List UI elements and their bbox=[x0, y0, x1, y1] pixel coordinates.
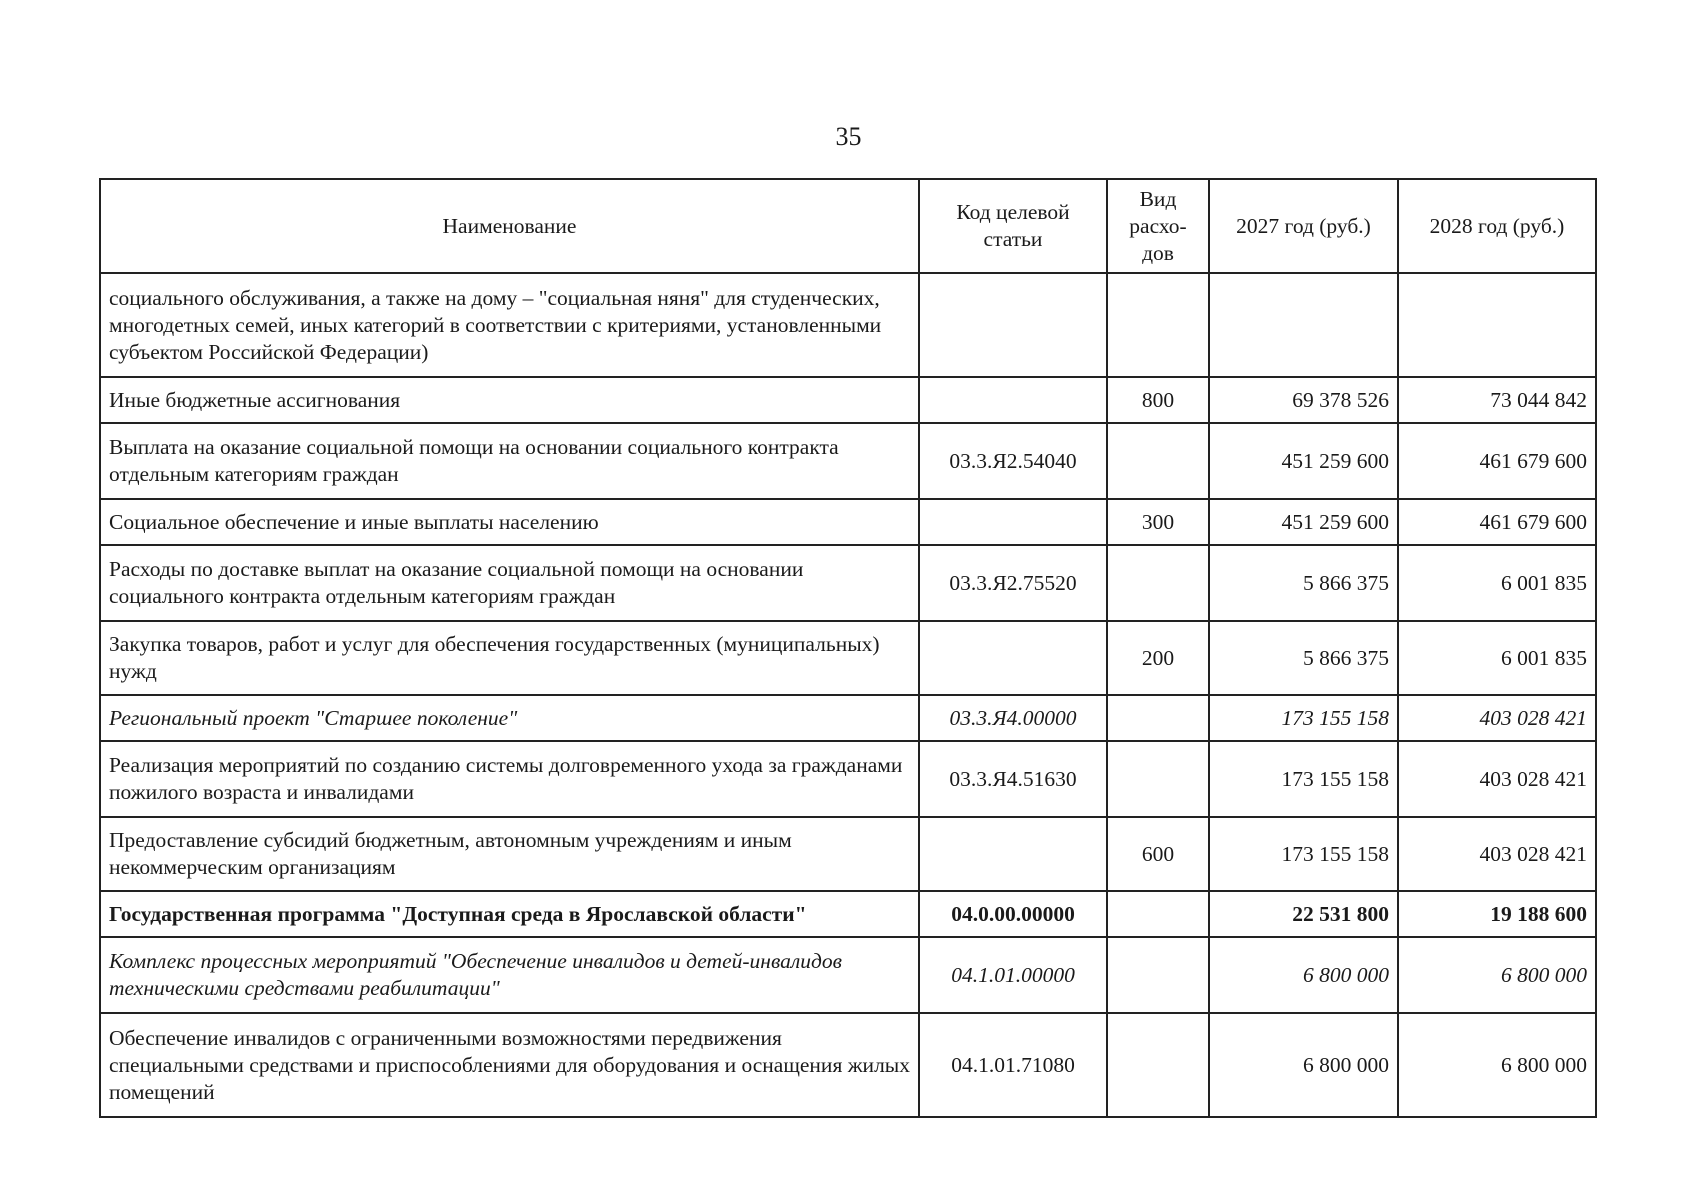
row-amount-2027: 5 866 375 bbox=[1209, 545, 1398, 621]
row-amount-2028: 6 001 835 bbox=[1398, 621, 1596, 695]
row-name: Социальное обеспечение и иные выплаты населению bbox=[100, 499, 919, 545]
row-expense-type bbox=[1107, 695, 1209, 741]
row-amount-2028: 6 800 000 bbox=[1398, 1013, 1596, 1117]
table-row bbox=[100, 423, 1596, 499]
row-code: 04.1.01.00000 bbox=[919, 937, 1107, 1013]
row-expense-type bbox=[1107, 891, 1209, 937]
header-code: Код целевой статьи bbox=[919, 179, 1107, 273]
header-2027: 2027 год (руб.) bbox=[1209, 179, 1398, 273]
row-amount-2027: 451 259 600 bbox=[1209, 423, 1398, 499]
row-expense-type bbox=[1107, 1013, 1209, 1117]
row-code bbox=[919, 377, 1107, 423]
row-name: Иные бюджетные ассигнования bbox=[100, 377, 919, 423]
row-name: Реализация мероприятий по созданию системы долговременного ухода за гражданами пожилого возраста и инвалидами bbox=[100, 741, 919, 817]
row-code bbox=[919, 621, 1107, 695]
row-code: 03.3.Я4.00000 bbox=[919, 695, 1107, 741]
row-amount-2028: 461 679 600 bbox=[1398, 499, 1596, 545]
table-row bbox=[100, 377, 1596, 423]
row-expense-type bbox=[1107, 937, 1209, 1013]
row-amount-2028: 403 028 421 bbox=[1398, 695, 1596, 741]
row-name: Выплата на оказание социальной помощи на основании социального контракта отдельным категориям граждан bbox=[100, 423, 919, 499]
row-amount-2028: 461 679 600 bbox=[1398, 423, 1596, 499]
row-expense-type: 800 bbox=[1107, 377, 1209, 423]
table-row bbox=[100, 621, 1596, 695]
row-name: Государственная программа "Доступная среда в Ярославской области" bbox=[100, 891, 919, 937]
row-amount-2028 bbox=[1398, 273, 1596, 377]
row-name: Региональный проект "Старшее поколение" bbox=[100, 695, 919, 741]
row-amount-2027: 69 378 526 bbox=[1209, 377, 1398, 423]
row-code: 04.0.00.00000 bbox=[919, 891, 1107, 937]
header-2028: 2028 год (руб.) bbox=[1398, 179, 1596, 273]
row-amount-2027 bbox=[1209, 273, 1398, 377]
row-expense-type: 200 bbox=[1107, 621, 1209, 695]
row-code: 03.3.Я2.54040 bbox=[919, 423, 1107, 499]
row-amount-2028: 403 028 421 bbox=[1398, 741, 1596, 817]
row-expense-type: 300 bbox=[1107, 499, 1209, 545]
budget-table bbox=[99, 178, 1597, 1118]
row-name: Закупка товаров, работ и услуг для обеспечения государственных (муниципальных) нужд bbox=[100, 621, 919, 695]
row-expense-type bbox=[1107, 423, 1209, 499]
page-number: 35 bbox=[835, 122, 862, 151]
table-row bbox=[100, 1013, 1596, 1117]
row-amount-2027: 451 259 600 bbox=[1209, 499, 1398, 545]
row-amount-2028: 73 044 842 bbox=[1398, 377, 1596, 423]
row-amount-2027: 173 155 158 bbox=[1209, 695, 1398, 741]
row-name: социального обслуживания, а также на дому – "социальная няня" для студенческих, многодетных семей, иных категорий в соответствии с критериями, установленными субъектом Российской Федерации) bbox=[100, 273, 919, 377]
header-expense-type: Вид расхо- дов bbox=[1107, 179, 1209, 273]
row-amount-2028: 6 001 835 bbox=[1398, 545, 1596, 621]
row-expense-type bbox=[1107, 273, 1209, 377]
row-expense-type: 600 bbox=[1107, 817, 1209, 891]
row-amount-2027: 5 866 375 bbox=[1209, 621, 1398, 695]
row-code bbox=[919, 499, 1107, 545]
table-row bbox=[100, 937, 1596, 1013]
table-row bbox=[100, 891, 1596, 937]
row-code: 04.1.01.71080 bbox=[919, 1013, 1107, 1117]
table-row bbox=[100, 545, 1596, 621]
row-amount-2028: 403 028 421 bbox=[1398, 817, 1596, 891]
row-amount-2027: 22 531 800 bbox=[1209, 891, 1398, 937]
row-code bbox=[919, 273, 1107, 377]
row-name: Предоставление субсидий бюджетным, автономным учреждениям и иным некоммерческим организациям bbox=[100, 817, 919, 891]
table-row bbox=[100, 273, 1596, 377]
row-amount-2028: 6 800 000 bbox=[1398, 937, 1596, 1013]
row-amount-2027: 6 800 000 bbox=[1209, 1013, 1398, 1117]
table-row bbox=[100, 499, 1596, 545]
row-expense-type bbox=[1107, 545, 1209, 621]
row-code: 03.3.Я4.51630 bbox=[919, 741, 1107, 817]
row-amount-2027: 173 155 158 bbox=[1209, 817, 1398, 891]
header-name: Наименование bbox=[100, 179, 919, 273]
table-row bbox=[100, 741, 1596, 817]
row-code bbox=[919, 817, 1107, 891]
row-name: Комплекс процессных мероприятий "Обеспечение инвалидов и детей-инвалидов техническими средствами реабилитации" bbox=[100, 937, 919, 1013]
row-name: Обеспечение инвалидов с ограниченными возможностями передвижения специальными средствами и приспособлениями для оборудования и оснащения жилых помещений bbox=[100, 1013, 919, 1117]
row-amount-2027: 173 155 158 bbox=[1209, 741, 1398, 817]
row-expense-type bbox=[1107, 741, 1209, 817]
row-amount-2027: 6 800 000 bbox=[1209, 937, 1398, 1013]
row-amount-2028: 19 188 600 bbox=[1398, 891, 1596, 937]
table-row bbox=[100, 817, 1596, 891]
row-code: 03.3.Я2.75520 bbox=[919, 545, 1107, 621]
row-name: Расходы по доставке выплат на оказание социальной помощи на основании социального контракта отдельным категориям граждан bbox=[100, 545, 919, 621]
table-row bbox=[100, 695, 1596, 741]
table-header-row bbox=[100, 179, 1596, 273]
